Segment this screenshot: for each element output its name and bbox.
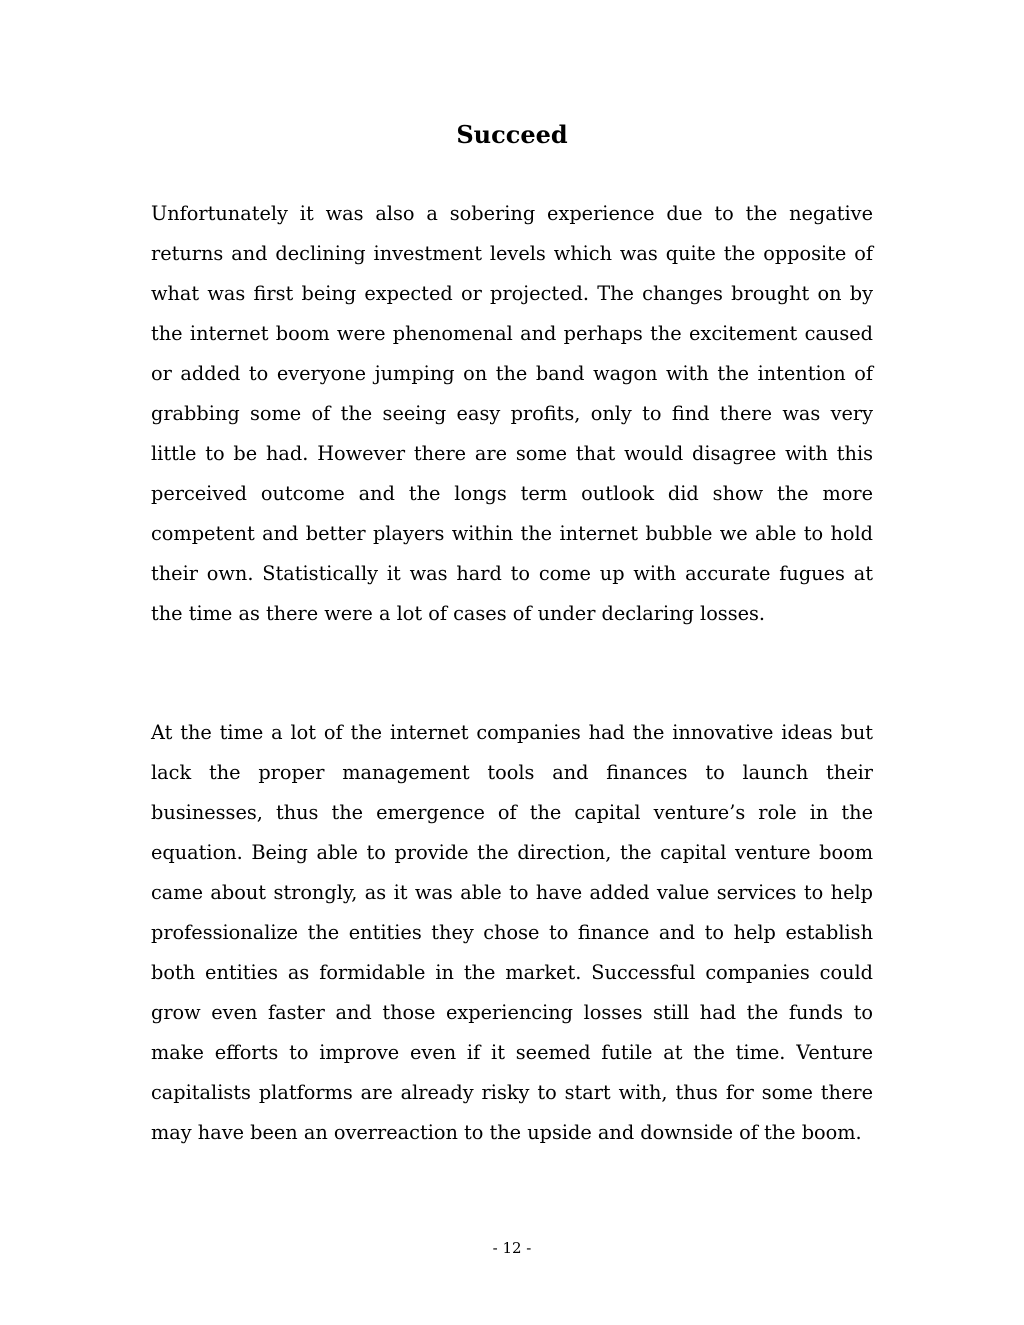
page-number: - 12 -	[492, 1239, 532, 1257]
paragraph-1: Unfortunately it was also a sobering experience due to the negative returns and declining investment levels which was quite the opposite of what was first being expected or projected. The changes brought on by the internet boom were phenomenal and perhaps the excitement caused or added to everyone jumping on the band wagon with the intention of grabbing some of the seeing easy profits, only to find there was very little to be had. However there are some that would disagree with this perceived outcome and the longs term outlook did show the more competent and better players within the internet bubble we able to hold their own. Statistically it was hard to come up with accurate fugues at the time as there were a lot of cases of under declaring losses.	[151, 202, 873, 625]
section-title: Succeed	[456, 120, 568, 149]
paragraph-2: At the time a lot of the internet companies had the innovative ideas but lack the proper management tools and finances to launch their businesses, thus the emergence of the capital venture’s role in the equation. Being able to provide the direction, the capital venture boom came about strongly, as it was able to have added value services to help professionalize the entities they chose to finance and to help establish both entities as formidable in the market. Successful companies could grow even faster and those experiencing losses still had the funds to make efforts to improve even if it seemed futile at the time. Venture capitalists platforms are already risky to start with, thus for some there may have been an overreaction to the upside and downside of the boom.	[151, 721, 873, 1144]
